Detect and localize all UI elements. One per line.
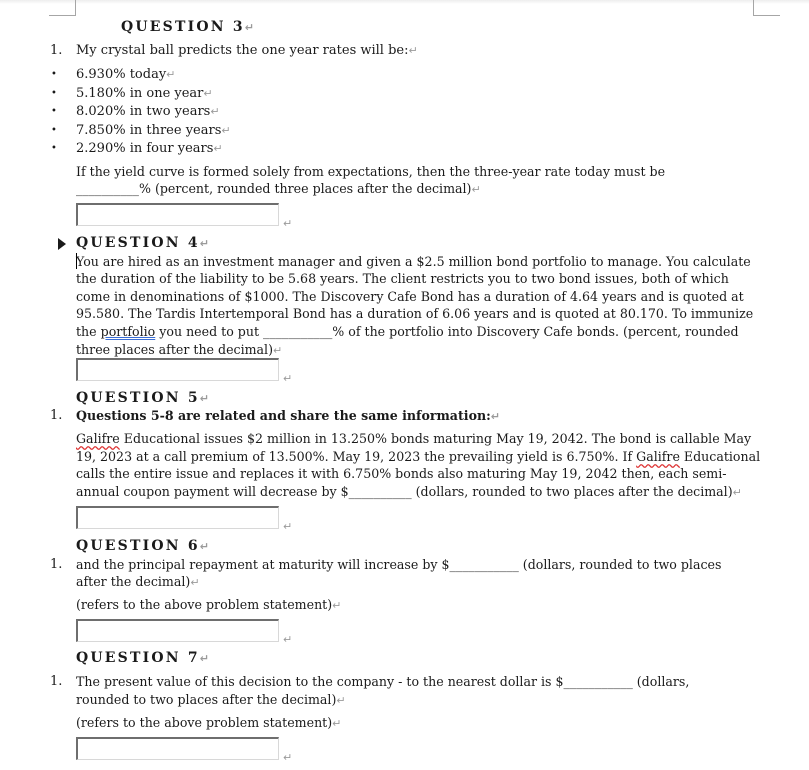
list-number: 1. — [50, 43, 63, 58]
question-6-title: QUESTION 6↵ — [76, 538, 212, 554]
question-4-title: QUESTION 4↵ — [76, 235, 212, 251]
bullet-icon: • — [51, 88, 57, 99]
question-7-note: (refers to the above problem statement)↵ — [76, 715, 342, 730]
list-item: 7.850% in three years↵ — [76, 123, 231, 138]
bullet-icon: • — [51, 106, 57, 117]
question-5-line: 19, 2023 at a call premium of 13.500%. May 19, 2023 the prevailing yield is 6.750%. If Galifre Educational — [76, 449, 761, 464]
list-number: 1. — [50, 557, 63, 572]
bullet-icon: • — [51, 69, 57, 80]
question-4-answer-input[interactable] — [76, 358, 279, 381]
grammar-flag-portfolio[interactable]: portfolio — [100, 324, 156, 339]
list-number: 1. — [50, 674, 63, 689]
question-7-line: rounded to two places after the decimal)↵ — [76, 692, 346, 707]
bullet-icon: • — [51, 143, 57, 154]
list-item: 5.180% in one year↵ — [76, 86, 213, 101]
question-4-line: You are hired as an investment manager and given a $2.5 million bond portfolio to manage. You calculate — [76, 254, 751, 269]
spelling-flag-galifre[interactable]: Galifre — [636, 449, 680, 464]
paragraph-mark: ↵ — [283, 372, 293, 385]
question-4-line: the portfolio you need to put ___________% of the portfolio into Discovery Cafe bonds. (percent, rounded — [76, 324, 739, 339]
paragraph-mark: ↵ — [283, 633, 293, 646]
paragraph-mark: ↵ — [283, 217, 293, 230]
question-6-answer-input[interactable] — [76, 619, 279, 642]
question-3-prompt-line1: If the yield curve is formed solely from expectations, then the three-year rate today must be — [76, 164, 666, 179]
spelling-flag-galifre[interactable]: Galifre — [76, 431, 120, 446]
question-5-title: QUESTION 5↵ — [76, 390, 212, 406]
question-5-answer-input[interactable] — [76, 506, 279, 529]
list-number: 1. — [50, 408, 63, 423]
question-7-line: The present value of this decision to the company - to the nearest dollar is $___________ (dollars, — [76, 674, 690, 689]
question-3-prompt-line2: __________% (percent, rounded three places after the decimal)↵ — [76, 181, 481, 196]
question-4-line: come in denominations of $1000. The Discovery Cafe Bond has a duration of 4.64 years and is quoted at — [76, 289, 744, 304]
list-item: 2.290% in four years↵ — [76, 141, 223, 156]
list-item: 8.020% in two years↵ — [76, 104, 220, 119]
question-5-intro: Questions 5-8 are related and share the same information:↵ — [76, 408, 500, 423]
question-6-note: (refers to the above problem statement)↵ — [76, 597, 342, 612]
paragraph-mark: ↵ — [283, 520, 293, 533]
question-3-answer-input[interactable] — [76, 203, 279, 226]
collapse-triangle-icon[interactable] — [58, 238, 66, 250]
question-5-line: Galifre Educational issues $2 million in 13.250% bonds maturing May 19, 2042. The bond is callable May — [76, 431, 752, 446]
question-5-line: calls the entire issue and replaces it with 6.750% bonds also maturing May 19, 2042 then, each semi- — [76, 466, 727, 481]
question-4-line: the duration of the liability to be 5.68 years. The client restricts you to two bond issues, both of which — [76, 271, 729, 286]
paragraph-mark: ↵ — [283, 751, 293, 764]
question-4-line: three places after the decimal)↵ — [76, 342, 283, 357]
question-3-title: QUESTION 3↵ — [121, 19, 257, 35]
list-item: 6.930% today↵ — [76, 67, 176, 82]
question-6-line: after the decimal)↵ — [76, 574, 200, 589]
question-7-title: QUESTION 7↵ — [76, 650, 212, 666]
question-7-answer-input[interactable] — [76, 737, 279, 760]
question-6-line: and the principal repayment at maturity will increase by $___________ (dollars, rounded to two places — [76, 557, 722, 572]
page-top-shadow — [0, 0, 809, 4]
bullet-icon: • — [51, 125, 57, 136]
crop-mark-right — [753, 0, 780, 16]
crop-mark-left — [49, 0, 76, 16]
question-4-line: 95.580. The Tardis Intertemporal Bond has a duration of 6.06 years and is quoted at 80.170. To immunize — [76, 306, 754, 321]
question-5-line: annual coupon payment will decrease by $__________ (dollars, rounded to two places after the decimal)↵ — [76, 484, 742, 499]
question-3-intro: My crystal ball predicts the one year rates will be:↵ — [76, 43, 418, 58]
